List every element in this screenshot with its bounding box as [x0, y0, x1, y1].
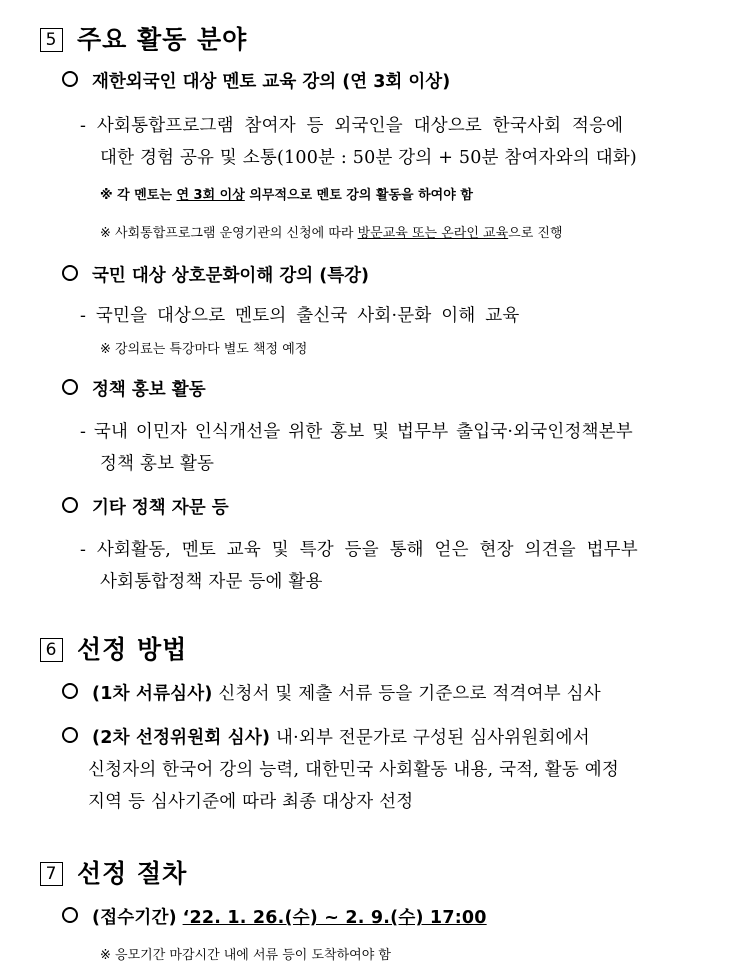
circle-bullet-icon: [62, 727, 78, 743]
note-line: [100, 184, 473, 203]
circle-bullet-icon: [62, 265, 78, 281]
note-line: ※ 응모기간 마감시간 내에 서류 등이 도착하여야 함: [100, 948, 391, 963]
item-text: 신청서 및 제출 서류 등을 기준으로 적격여부 심사: [212, 684, 601, 704]
item-label: (1차 서류심사): [92, 684, 213, 704]
note-line: ※ 강의료는 특강마다 별도 책정 예정: [100, 342, 308, 357]
body-line: 대한 경험 공유 및 소통(100분 : 50분 강의 + 50분 참여자와의 대화): [100, 148, 637, 168]
item-line: [62, 904, 487, 929]
item-heading-text: 국민 대상 상호문화이해 강의 (특강): [92, 266, 370, 286]
section-title: 선정 방법: [77, 635, 188, 664]
body-line: - 사회통합프로그램 참여자 등 외국인을 대상으로 한국사회 적응에: [80, 116, 624, 136]
circle-bullet-icon: [62, 71, 78, 87]
section-title: 선정 절차: [77, 859, 188, 888]
section-title: 주요 활동 분야: [77, 25, 248, 54]
section-number-box: 7: [40, 862, 63, 886]
item-text: 내·외부 전문가로 구성된 심사위원회에서: [270, 728, 590, 748]
note-text: 으로 진행: [508, 226, 563, 241]
item-heading: [62, 376, 206, 401]
item-heading: [62, 68, 450, 93]
note-underlined: 연 3회 이상: [176, 188, 245, 203]
body-line: 사회통합정책 자문 등에 활용: [100, 572, 323, 592]
item-label: (접수기간): [92, 908, 177, 928]
circle-bullet-icon: [62, 379, 78, 395]
item-heading-text: 정책 홍보 활동: [92, 380, 206, 400]
note-text: ※ 사회통합프로그램 운영기관의 신청에 따라: [100, 226, 358, 241]
body-line: 지역 등 심사기준에 따라 최종 대상자 선정: [88, 792, 414, 812]
item-heading: [62, 262, 369, 287]
note-underlined: 방문교육 또는 온라인 교육: [357, 226, 509, 241]
section-6-heading: [40, 630, 187, 666]
body-line: - 사회활동, 멘토 교육 및 특강 등을 통해 얻은 현장 의견을 법무부: [80, 540, 638, 560]
body-line: 정책 홍보 활동: [100, 454, 215, 474]
note-line: [100, 222, 563, 241]
period-date: ‘22. 1. 26.(수) ~ 2. 9.(수) 17:00: [182, 908, 487, 928]
section-number-box: 6: [40, 638, 63, 662]
item-heading: [62, 494, 229, 519]
body-line: 신청자의 한국어 강의 능력, 대한민국 사회활동 내용, 국적, 활동 예정: [88, 760, 619, 780]
item-line: [62, 680, 601, 705]
circle-bullet-icon: [62, 497, 78, 513]
body-line: - 국내 이민자 인식개선을 위한 홍보 및 법무부 출입국·외국인정책본부: [80, 422, 633, 442]
item-label: (2차 선정위원회 심사): [92, 728, 271, 748]
section-number-box: 5: [40, 28, 63, 52]
item-line: [62, 724, 590, 749]
item-heading-text: 재한외국인 대상 멘토 교육 강의 (연 3회 이상): [92, 72, 451, 92]
section-5-heading: [40, 20, 247, 56]
item-heading-text: 기타 정책 자문 등: [92, 498, 229, 518]
body-line: - 국민을 대상으로 멘토의 출신국 사회·문화 이해 교육: [80, 306, 520, 326]
circle-bullet-icon: [62, 907, 78, 923]
note-text: 의무적으로 멘토 강의 활동을 하여야 함: [244, 188, 473, 203]
section-7-heading: [40, 854, 187, 890]
circle-bullet-icon: [62, 683, 78, 699]
note-text: ※ 각 멘토는: [100, 188, 177, 203]
